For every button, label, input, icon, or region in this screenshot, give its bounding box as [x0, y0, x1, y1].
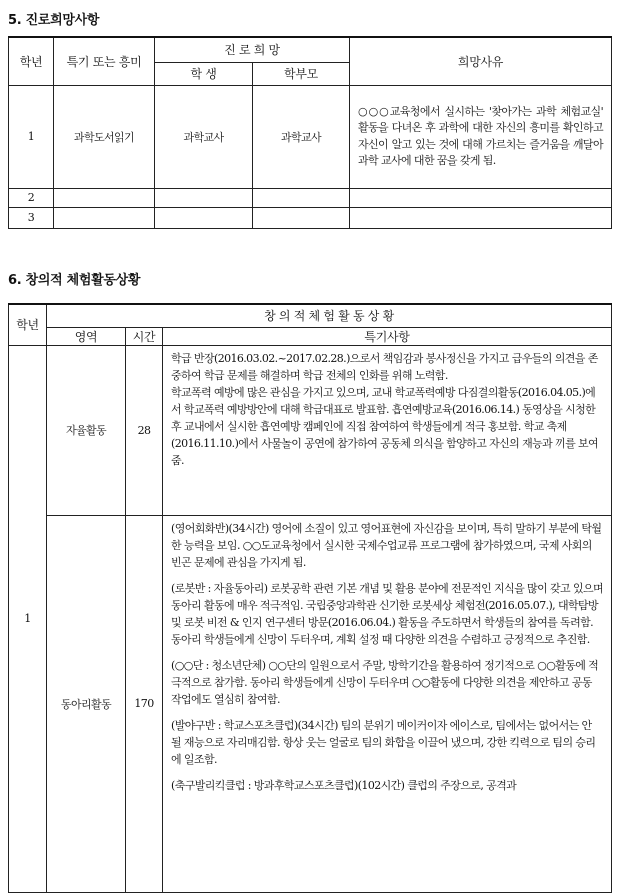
row-interest: 과학도서읽기	[54, 85, 155, 188]
row-grade: 2	[9, 188, 54, 207]
row-notes	[163, 345, 612, 515]
row-notes	[163, 515, 612, 892]
table-row	[9, 345, 612, 515]
row-hours: 28	[126, 345, 163, 515]
row-grade: 1	[9, 345, 47, 892]
col-header-reason: 희망사유	[350, 37, 612, 85]
row-student-hope: 과학교사	[155, 85, 253, 188]
creative-activities-table	[8, 303, 612, 893]
note-paragraph: (로봇반 : 자율동아리) 로봇공학 관련 기본 개념 및 활용 분야에 전문적인 지식을 많이 갖고 있으며 동아리 활동에 매우 적극적임. 국립중앙과학관 신기한 로봇세상 체험전(2016.05.07.), 대학탐방 및 로봇 비전 & 인지 연구센터 방문(2016.06.04.) 활동을 주도하면서 학생들의 참여를 독려함. 동아리 학생들에게 신망이 두터우며, 계획 설정 때 다양한 의견을 수렴하고 긍정적으로 추진함.	[171, 581, 604, 646]
section6-title: 6. 창의적 체험활동상황	[8, 273, 141, 288]
row-parent-hope	[253, 207, 350, 228]
note-paragraph: (○○단 : 청소년단체) ○○단의 일원으로서 주말, 방학기간을 활용하여 정기적으로 ○○활동에 적극적으로 참가함. 동아리 학생들에게 신망이 두터우며 ○○활동에 다양한 의견을 제안하고 공동 작업에도 열심히 참여함.	[171, 658, 599, 706]
col-header-area: 영역	[47, 327, 126, 345]
row-student-hope	[155, 207, 253, 228]
col-header-parent: 학부모	[253, 62, 350, 85]
row-reason: ○○○교육청에서 실시하는 '찾아가는 과학 체험교실' 활동을 다녀온 후 과학에 대한 자신의 흥미를 확인하고 자신이 알고 있는 것에 대해 가르치는 즐거움을 깨달아 과학 교사에 대한 꿈을 갖게 됨.	[350, 85, 612, 188]
row-interest	[54, 188, 155, 207]
col-header-hours: 시간	[126, 327, 163, 345]
col-header-student: 학 생	[155, 62, 253, 85]
col-header-main: 창 의 적 체 험 활 동 상 황	[47, 304, 612, 327]
row-area: 동아리활동	[47, 515, 126, 892]
col-header-interest: 특기 또는 흥미	[54, 37, 155, 85]
row-grade: 3	[9, 207, 54, 228]
career-hope-table	[8, 36, 612, 229]
row-area: 자율활동	[47, 345, 126, 515]
note-paragraph: (축구발리킥클럽 : 방과후학교스포츠클럽)(102시간) 클럽의 주장으로, 공격과	[171, 778, 517, 792]
row-student-hope	[155, 188, 253, 207]
section5-title: 5. 진로희망사항	[8, 13, 100, 28]
row-reason	[350, 188, 612, 207]
table-row	[9, 188, 612, 207]
row-reason	[350, 207, 612, 228]
col-header-notes: 특기사항	[163, 327, 612, 345]
note-paragraph: (영어회화반)(34시간) 영어에 소질이 있고 영어표현에 자신감을 보이며, 특히 말하기 부분에 탁월한 능력을 보임. ○○도교육청에서 실시한 국제수업교류 프로그램에 참가하였으며, 국제 사회의 빈곤 문제에 관심을 가지게 됨.	[171, 521, 602, 569]
col-header-career-hope: 진 로 희 망	[155, 37, 350, 62]
table-row	[9, 85, 612, 188]
col-header-grade: 학년	[9, 304, 47, 345]
note-paragraph: 학급 반장(2016.03.02.~2017.02.28.)으로서 책임감과 봉사정신을 가지고 급우들의 의견을 존중하여 학급 문제를 해결하며 학급 전체의 인화를 위해 노력함.	[171, 351, 598, 382]
note-paragraph: 학교폭력 예방에 많은 관심을 가지고 있으며, 교내 학교폭력예방 다짐결의활동(2016.04.05.)에서 학교폭력 예방방안에 대해 학급대표로 발표함. 흡연예방교육(2016.06.14.) 동영상을 시청한 후 교내에서 실시한 흡연예방 캠페인에 직접 참여하여 학생들에게 적극 홍보함. 학교 축제(2016.11.10.)에서 사물놀이 공연에 참가하여 공동체 의식을 함양하고 자신의 재능과 끼를 보여줌.	[171, 385, 599, 467]
table-row	[9, 515, 612, 892]
row-parent-hope: 과학교사	[253, 85, 350, 188]
row-grade: 1	[9, 85, 54, 188]
row-parent-hope	[253, 188, 350, 207]
col-header-grade: 학년	[9, 37, 54, 85]
note-paragraph: (발야구반 : 학교스포츠클럽)(34시간) 팀의 분위기 메이커이자 에이스로, 팀에서는 없어서는 안 될 재능으로 자리매김함. 항상 웃는 얼굴로 팀의 화합을 이끌어 냈으며, 강한 킥력으로 팀의 승리에 일조함.	[171, 718, 596, 766]
row-hours: 170	[126, 515, 163, 892]
table-row	[9, 207, 612, 228]
row-interest	[54, 207, 155, 228]
